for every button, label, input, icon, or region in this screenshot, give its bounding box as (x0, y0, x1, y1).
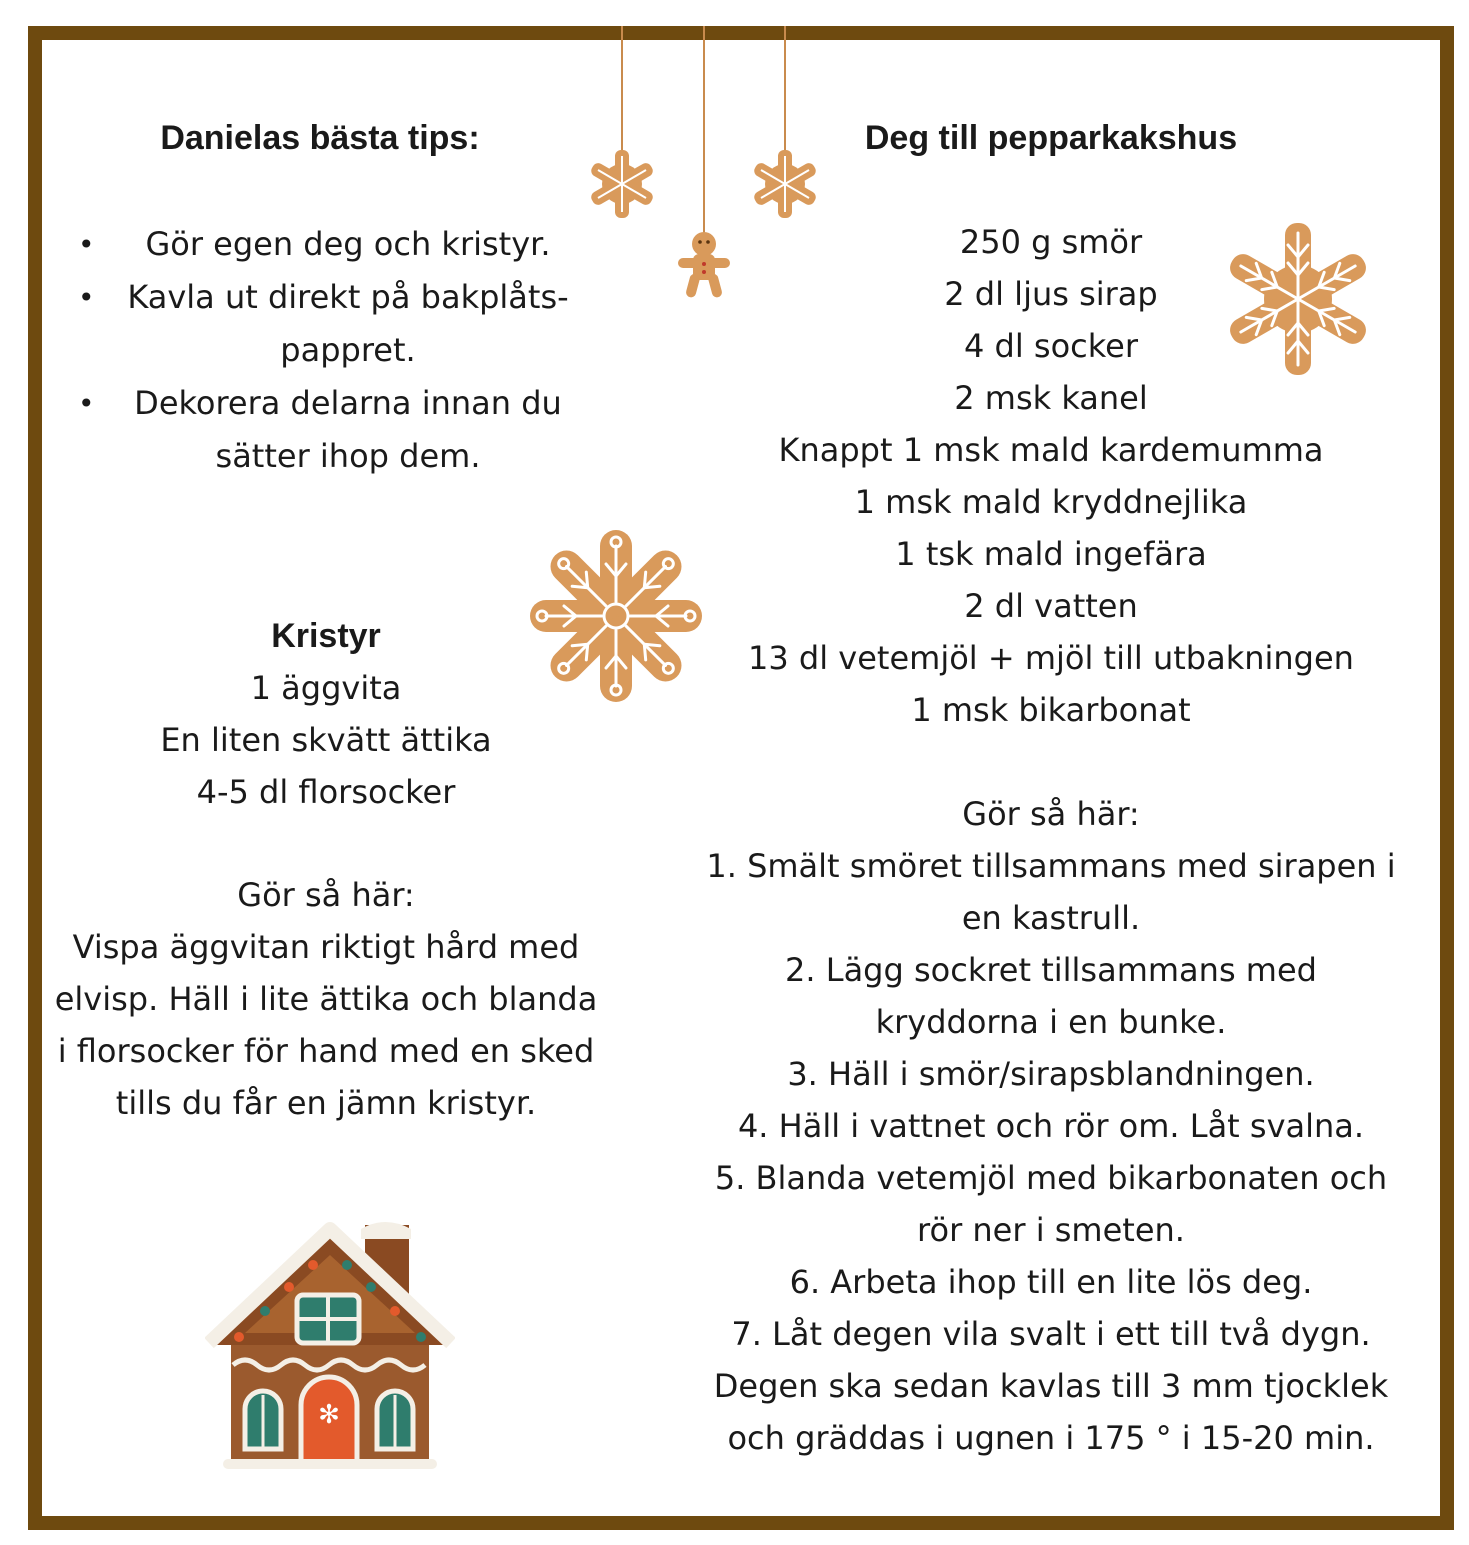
tips-title: Danielas bästa tips: (160, 119, 480, 157)
deg-title: Deg till pepparkakshus (864, 119, 1238, 157)
method-step: 3. Häll i smör/sirapsblandningen. (787, 1055, 1315, 1093)
ingredient: 2 dl ljus sirap (944, 275, 1158, 313)
tips-list (78, 218, 588, 483)
method-step: 1. Smält smöret tillsammans med sirapen i en kastrull. (706, 847, 1396, 937)
bullet-icon: • (78, 281, 95, 314)
bullet-icon: • (78, 387, 95, 420)
ingredient: 2 dl vatten (964, 587, 1138, 625)
method-step: 7. Låt degen vila svalt i ett till två dygn. (731, 1315, 1371, 1353)
method-step: 4. Häll i vattnet och rör om. Låt svalna. (737, 1107, 1365, 1145)
hanging-snowflake-cookie-icon (589, 150, 655, 218)
deg-ingredients (700, 216, 1402, 736)
deg-method-title: Gör så här: (962, 795, 1140, 833)
deg-steps (700, 840, 1402, 1464)
ingredient: 1 tsk mald ingefära (895, 535, 1207, 573)
ingredient: 4-5 dl florsocker (196, 773, 456, 811)
ingredient: 250 g smör (959, 223, 1143, 261)
ingredient: 1 äggvita (250, 669, 402, 707)
kristyr-title: Kristyr (271, 617, 381, 655)
ingredient: 1 msk bikarbonat (911, 691, 1191, 729)
bullet-icon: • (78, 228, 95, 261)
ingredient: 13 dl vetemjöl + mjöl till utbakningen (748, 639, 1354, 677)
snowflake-cookie-icon (528, 528, 704, 704)
ingredient: 1 msk mald kryddnejlika (854, 483, 1248, 521)
kristyr-method-title: Gör så här: (237, 876, 415, 914)
kristyr-ingredients (100, 662, 552, 818)
list-item: • Dekorera delarna innan du sätter ihop dem. (78, 377, 588, 483)
ingredient: En liten skvätt ättika (160, 721, 492, 759)
list-item: • Gör egen deg och kristyr. (78, 218, 588, 271)
list-item: • Kavla ut direkt på bakplåts-pappret. (78, 271, 588, 377)
svg-text:✻: ✻ (318, 1400, 340, 1430)
ingredient: Knappt 1 msk mald kardemumma (778, 431, 1324, 469)
ingredient: 2 msk kanel (954, 379, 1148, 417)
method-step: Degen ska sedan kavlas till 3 mm tjocklek och gräddas i ugnen i 175 ° i 15-20 min. (713, 1367, 1389, 1457)
method-step: 2. Lägg sockret tillsammans med kryddorna i en bunke. (785, 951, 1317, 1041)
method-step: 6. Arbeta ihop till en lite lös deg. (789, 1263, 1313, 1301)
ingredient: 4 dl socker (964, 327, 1138, 365)
method-step: 5. Blanda vetemjöl med bikarbonaten och rör ner i smeten. (714, 1159, 1388, 1249)
kristyr-method: Vispa äggvitan riktigt hård med elvisp. Häll i lite ättika och blanda i florsocker för hand med en sked tills du får en jämn kristyr. (54, 928, 598, 1122)
gingerbread-house-icon (205, 1215, 455, 1470)
